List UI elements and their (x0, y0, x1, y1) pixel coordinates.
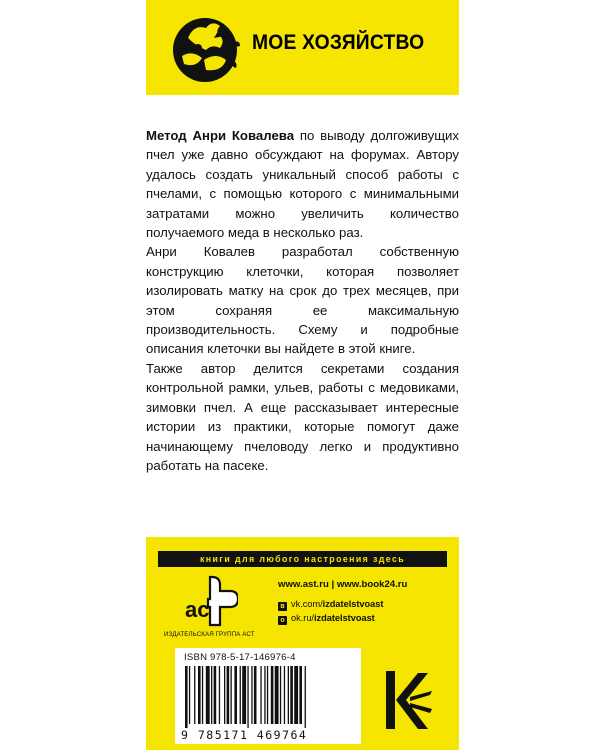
web-links[interactable]: www.ast.ru | www.book24.ru (278, 579, 408, 590)
description-paragraph-2: Анри Ковалев разработал собственную конструкцию клеточки, которая позволяет изолировать матку на срок до трех месяцев, при этом сохраняя ее максимальную производительность. Схему и подробные описания клеточки вы найдете в этой книге. (146, 244, 459, 357)
vk-prefix: vk.com/ (291, 599, 323, 609)
barcode-bars (185, 666, 306, 728)
barcode-icon (183, 666, 355, 728)
k-publisher-logo (384, 667, 436, 733)
ok-handle: izdatelstvoast (313, 613, 375, 623)
book-description (146, 126, 459, 475)
series-header (146, 0, 459, 95)
vk-icon: в (278, 602, 287, 611)
ean-number: 9 785171 469764 (181, 728, 308, 742)
series-title: МОЕ ХОЗЯЙСТВО (252, 31, 425, 54)
vk-handle: izdatelstvoast (322, 599, 384, 609)
ok-link[interactable] (278, 613, 375, 625)
publisher-caption: ИЗДАТЕЛЬСКАЯ ГРУППА АСТ (164, 631, 255, 638)
ast-publisher-logo (182, 575, 238, 627)
description-lead: Метод Анри Ковалева (146, 128, 295, 143)
ok-prefix: ok.ru/ (291, 613, 314, 623)
description-paragraph-1 (146, 126, 459, 242)
barcode-panel (175, 648, 361, 744)
description-p1-text: по выводу долгоживущих пчел уже давно обсуждают на форумах. Автору удалось создать уникальный способ работы с пчелами, с помощью которого с минимальными затратами можно увеличить количество получаемого меда в несколько раз. (146, 128, 460, 241)
tagline-banner: книги для любого настроения здесь (158, 551, 447, 567)
description-paragraph-3: Также автор делится секретами создания контрольной рамки, ульев, работы с медовиками, зимовки пчел. А еще рассказывает интересные истории из практики, которые помогут даже начинающему пчеловоду легко и продуктивно работать на пасеке. (146, 360, 459, 473)
vk-link[interactable] (278, 599, 383, 611)
isbn-label: ISBN 978-5-17-146976-4 (184, 652, 296, 663)
ok-icon: о (278, 616, 287, 625)
publisher-footer (146, 537, 459, 750)
animals-emblem-icon (168, 12, 242, 86)
svg-text:ас: ас (185, 597, 210, 622)
book-back-cover (146, 0, 459, 750)
